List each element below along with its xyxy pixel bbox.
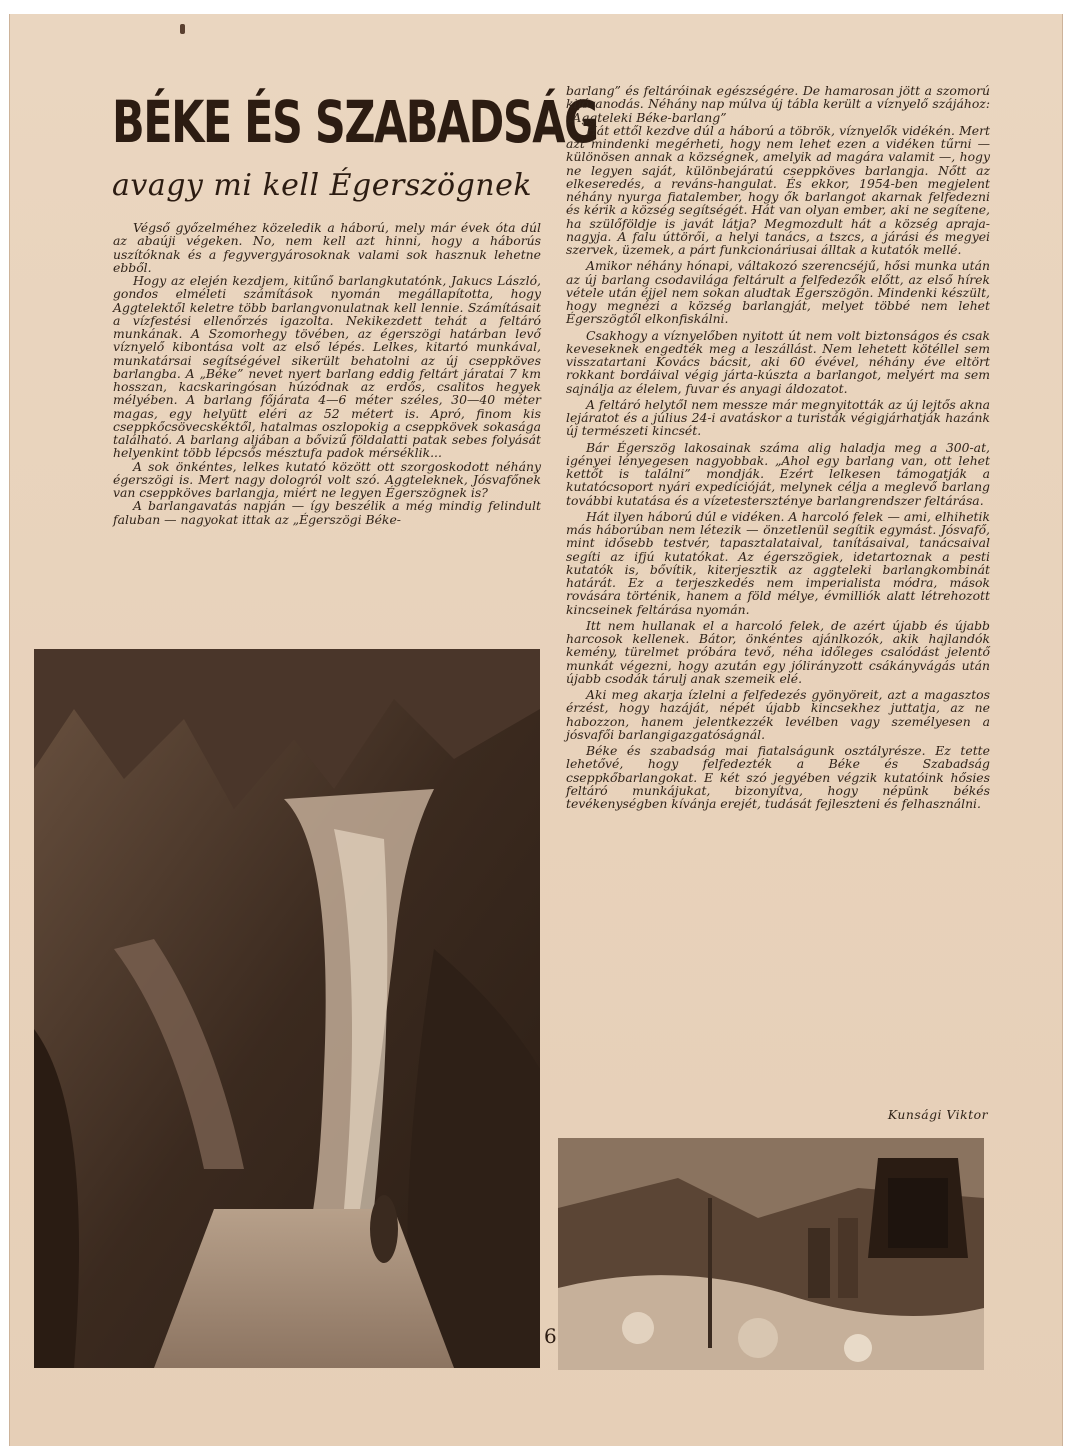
article-title: BÉKE ÉS SZABADSÁG xyxy=(112,88,598,156)
binding-mark xyxy=(180,24,185,34)
paragraph: A feltáró helytől nem messze már megnyitották az új lejtős akna lejáratot és a július 24-i avatáskor a turisták végigjárhatják hazánk új természeti kincsét. xyxy=(566,396,990,439)
paragraph: Hogy az elején kezdjem, kitűnő barlangkutatónk, Jakucs László, gondos elméleti számítások nyomán megállapította, hogy Aggtelektől keletre több barlangvonulatnak kell lennie. Számításait a vízfestési ellenőrzés igazolta. Nekikezdett tehát a feltáró munkának. A Szomorhegy tövében, az égerszögi határban levő víznyelő kibontása volt az első lépés. Lelkes, kitartó munkával, munkatársai segítségével sikerült behatolni az új cseppköves barlangba. A „Béke” nevet nyert barlang eddig feltárt járatai 7 km hosszan, kacskaringósan húzódnak az erdős, csalitos hegyek mélyében. A barlang főjárata 4—6 méter széles, 30—40 méter magas, egy helyütt eléri az 52 métert is. Apró, finom kis cseppkőcsövecskéktől, hatalmas oszlopokig a cseppkövek sokasága található. A barlang aljában a bővizű földalatti patak sebes folyását helyenkint több lépcsős mésztufa padok mérséklik... xyxy=(113,273,541,461)
paragraph: Itt nem hullanak el a harcoló felek, de azért újabb és újabb harcosok kellenek. Bátor, önkéntes ajánlkozók, akik hajlandók kemény, türelmet próbára tevő, néha időleges csalódást jelentő munkát végezni, hogy azután egy jólirányzott csákányvágás után újabb csodák tárulj anak szemeik elé. xyxy=(566,617,990,686)
cave-entrance-workers-photo xyxy=(558,1138,984,1370)
paragraph: Amikor néhány hónapi, váltakozó szerencséjű, hősi munka után az új barlang csodavilága feltárult a felfedezők előtt, az első hírek vétele után éjjel nem sokan aludtak Égerszögön. Mindenki készült, hogy megnézi a község barlangját, melyet többé nem lehet Égerszögtől elkonfiskálni. xyxy=(566,258,990,327)
paragraph: Bár Égerszög lakosainak száma alig haladja meg a 300-at, igényei lényegesen nagyobbak. „Ahol egy barlang van, ott lehet kettőt is találni” mondják. Ezért lelkesen támogatják a kutatócsoport nyári expedícióját, melynek célja a meglevő barlang további kutatása és a vízetesterszténye barlangrendszer feltárása. xyxy=(566,439,990,508)
paragraph: Hát ettől kezdve dúl a háború a töbrök, víznyelők vidékén. Mert azt mindenki megérheti, hogy nem lehet ezen a vidéken tűrni — különösen annak a községnek, amelyik ad magára valamit —, hogy ne legyen saját, különbejáratú cseppköves barlangja. Nőtt az elkeseredés, a reváns-hangulat. És ekkor, 1954-ben megjelent néhány nyurga fiatalember, hogy ők barlangot akarnak felfedezni és kérik a község segítségét. Hát van olyan ember, aki ne segítene, ha szülőföldje is javát látja? Megmozdult hát a község apraja-nagyja. A falu úttörői, a helyi tanács, a tszcs, a járási és megyei szervek, üzemek, a párt funkcionáriusai álltak a kutatók mellé. xyxy=(566,122,990,257)
cave-interior-photo xyxy=(34,649,540,1368)
paragraph: Hát ilyen háború dúl e vidéken. A harcoló felek — ami, elhihetik más háborúban nem létezik — önzetlenül segítik egymást. Jósvafő, mint idősebb testvér, tapasztalataival, tanításaival, tanácsaival segíti az ifjú kutatókat. Az égerszögiek, idetartoznak a pesti kutatók is, bővítik, kiterjesztik az aggteleki barlangkombinát határát. Ez a terjeszkedés nem imperialista módra, mások rovására történik, hanem a föld mélye, évmilliók alatt létrehozott kincseinek feltárása nyomán. xyxy=(566,508,990,617)
paragraph-continued: barlang” és feltáróinak egészségére. De hamarosan jött a szomorú kijózanodás. Néhány nap múlva új tábla került a víznyelő szájához: „Aggteleki Béke-barlang” xyxy=(566,83,990,125)
paragraph: Aki meg akarja ízlelni a felfedezés gyönyöreit, azt a magasztos érzést, hogy hazáját, népét újabb kincsekhez juttatja, az ne habozzon, hanem jelentkezzék levélben vagy személyesen a jósvafői barlangigazgatóságnál. xyxy=(566,687,990,742)
page-number: 6 xyxy=(544,1324,557,1348)
paragraph: Csakhogy a víznyelőben nyitott út nem volt biztonságos és csak keveseknek engedték meg a leszállást. Nem lehetett kötéllel sem visszatartani Kovács bácsit, aki 60 évével, néhány éve eltört rokkant bordáival végig járta-kúszta a barlangot, melyért ma sem sajnálja az élelem, fuvar és anyagi áldozatot. xyxy=(566,327,990,396)
paragraph: Végső győzelméhez közeledik a háború, mely már évek óta dúl az abaúji végeken. No, nem kell azt hinni, hogy a háborús uszítóknak és a fegyvergyárosoknak valami sok hasznuk lehetne ebből. xyxy=(113,220,541,275)
text-column-left xyxy=(113,221,541,526)
paragraph: A sok önkéntes, lelkes kutató között ott szorgoskodott néhány égerszögi is. Mert nagy dologról volt szó. Aggteleknek, Jósvafőnek van cseppköves barlangja, miért ne legyen Égerszögnek is? xyxy=(113,458,541,500)
paragraph: A barlangavatás napján — így beszélik a még mindig felindult faluban — nagyokat ittak az „Égerszögi Béke- xyxy=(113,498,541,527)
article-subtitle: avagy mi kell Égerszögnek xyxy=(112,168,533,203)
text-column-right xyxy=(566,84,990,810)
paragraph: Béke és szabadság mai fiatalságunk osztályrésze. Ez tette lehetővé, hogy felfedezték a Béke és Szabadság cseppkőbarlangokat. E két szó jegyében végzik kutatóink hősies feltáró munkájukat, bizonyítva, hogy népünk békés tevékenységben kívánja erejét, tudását fejleszteni és felhasználni. xyxy=(566,743,990,811)
author-signature: Kunsági Viktor xyxy=(887,1107,988,1122)
